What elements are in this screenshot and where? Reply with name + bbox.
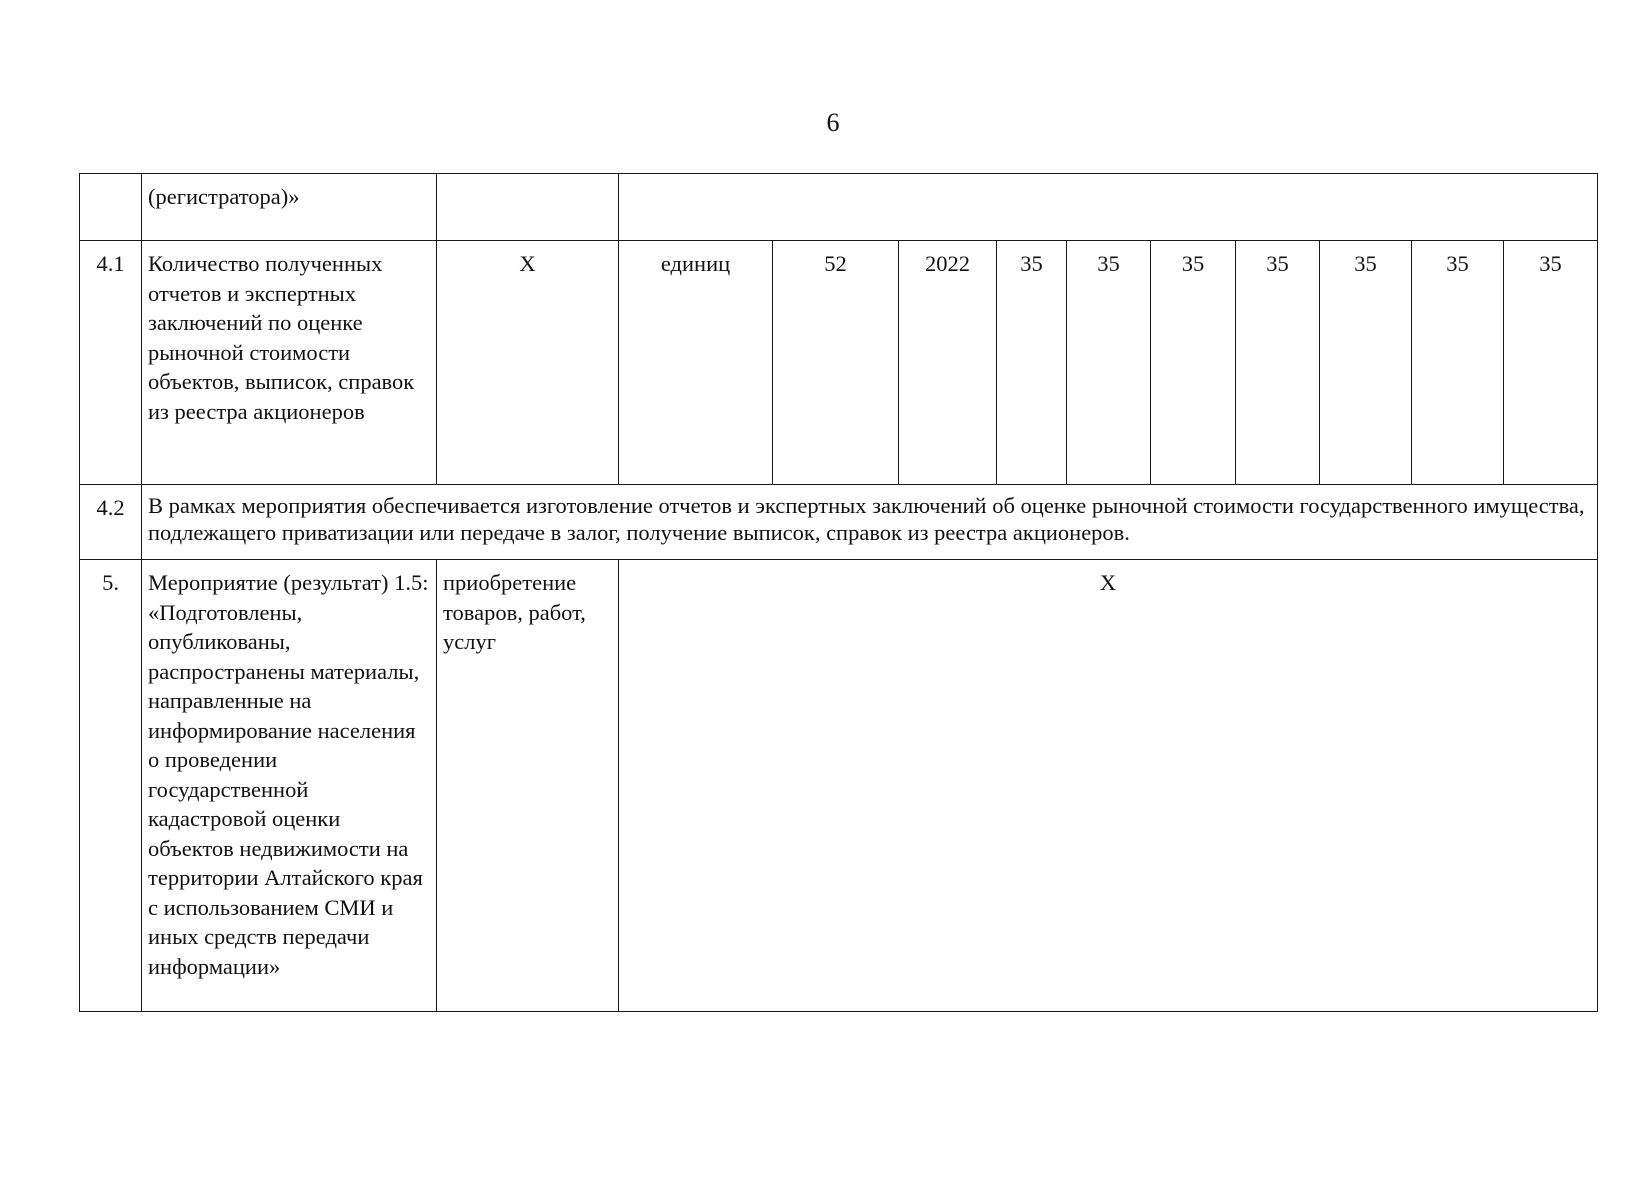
okei-code-cell: 52 [773, 241, 899, 485]
measure-name-cell: Мероприятие (результат) 1.5: «Подготовлены, опубликованы, распространены материалы, направленные на информирование населения о проведении государственной кадастровой оценки объектов недвижимости на территории Алтайского края с использованием СМИ и иных средств передачи информации» [142, 560, 437, 1012]
measure-description-cell: В рамках мероприятия обеспечивается изготовление отчетов и экспертных заключений об оценке рыночной стоимости государственного имущества, подлежащего приватизации или передаче в залог, получение выписок, справок из реестра акционеров. [142, 485, 1598, 560]
value-cell: 35 [1504, 241, 1598, 485]
table-row-5 [80, 560, 1598, 1012]
base-year-cell: 2022 [899, 241, 997, 485]
measure-type-cell: приобретение товаров, работ, услуг [437, 560, 619, 1012]
row-number-cell [80, 174, 142, 241]
value-cell: 35 [1412, 241, 1504, 485]
indicator-name-cell: Количество полученных отчетов и экспертных заключений по оценке рыночной стоимости объектов, выписок, справок из реестра акционеров [142, 241, 437, 485]
measure-type-cell: Х [437, 241, 619, 485]
value-cell: 35 [1320, 241, 1412, 485]
measure-name-cell: (регистратора)» [142, 174, 437, 241]
row-number-cell: 4.1 [80, 241, 142, 485]
table-row-continuation [80, 174, 1598, 241]
value-cell: 35 [1236, 241, 1320, 485]
value-cell: 35 [1151, 241, 1236, 485]
value-cell: 35 [997, 241, 1067, 485]
indicator-span-cell: Х [619, 560, 1598, 1012]
table-row-4-2 [80, 485, 1598, 560]
row-number-cell: 5. [80, 560, 142, 1012]
indicator-span-cell [619, 174, 1598, 241]
measures-table [79, 173, 1598, 1012]
page-number: 6 [826, 108, 840, 137]
table-row-4-1 [80, 241, 1598, 485]
measure-type-cell [437, 174, 619, 241]
unit-cell: единиц [619, 241, 773, 485]
row-number-cell: 4.2 [80, 485, 142, 560]
value-cell: 35 [1067, 241, 1151, 485]
